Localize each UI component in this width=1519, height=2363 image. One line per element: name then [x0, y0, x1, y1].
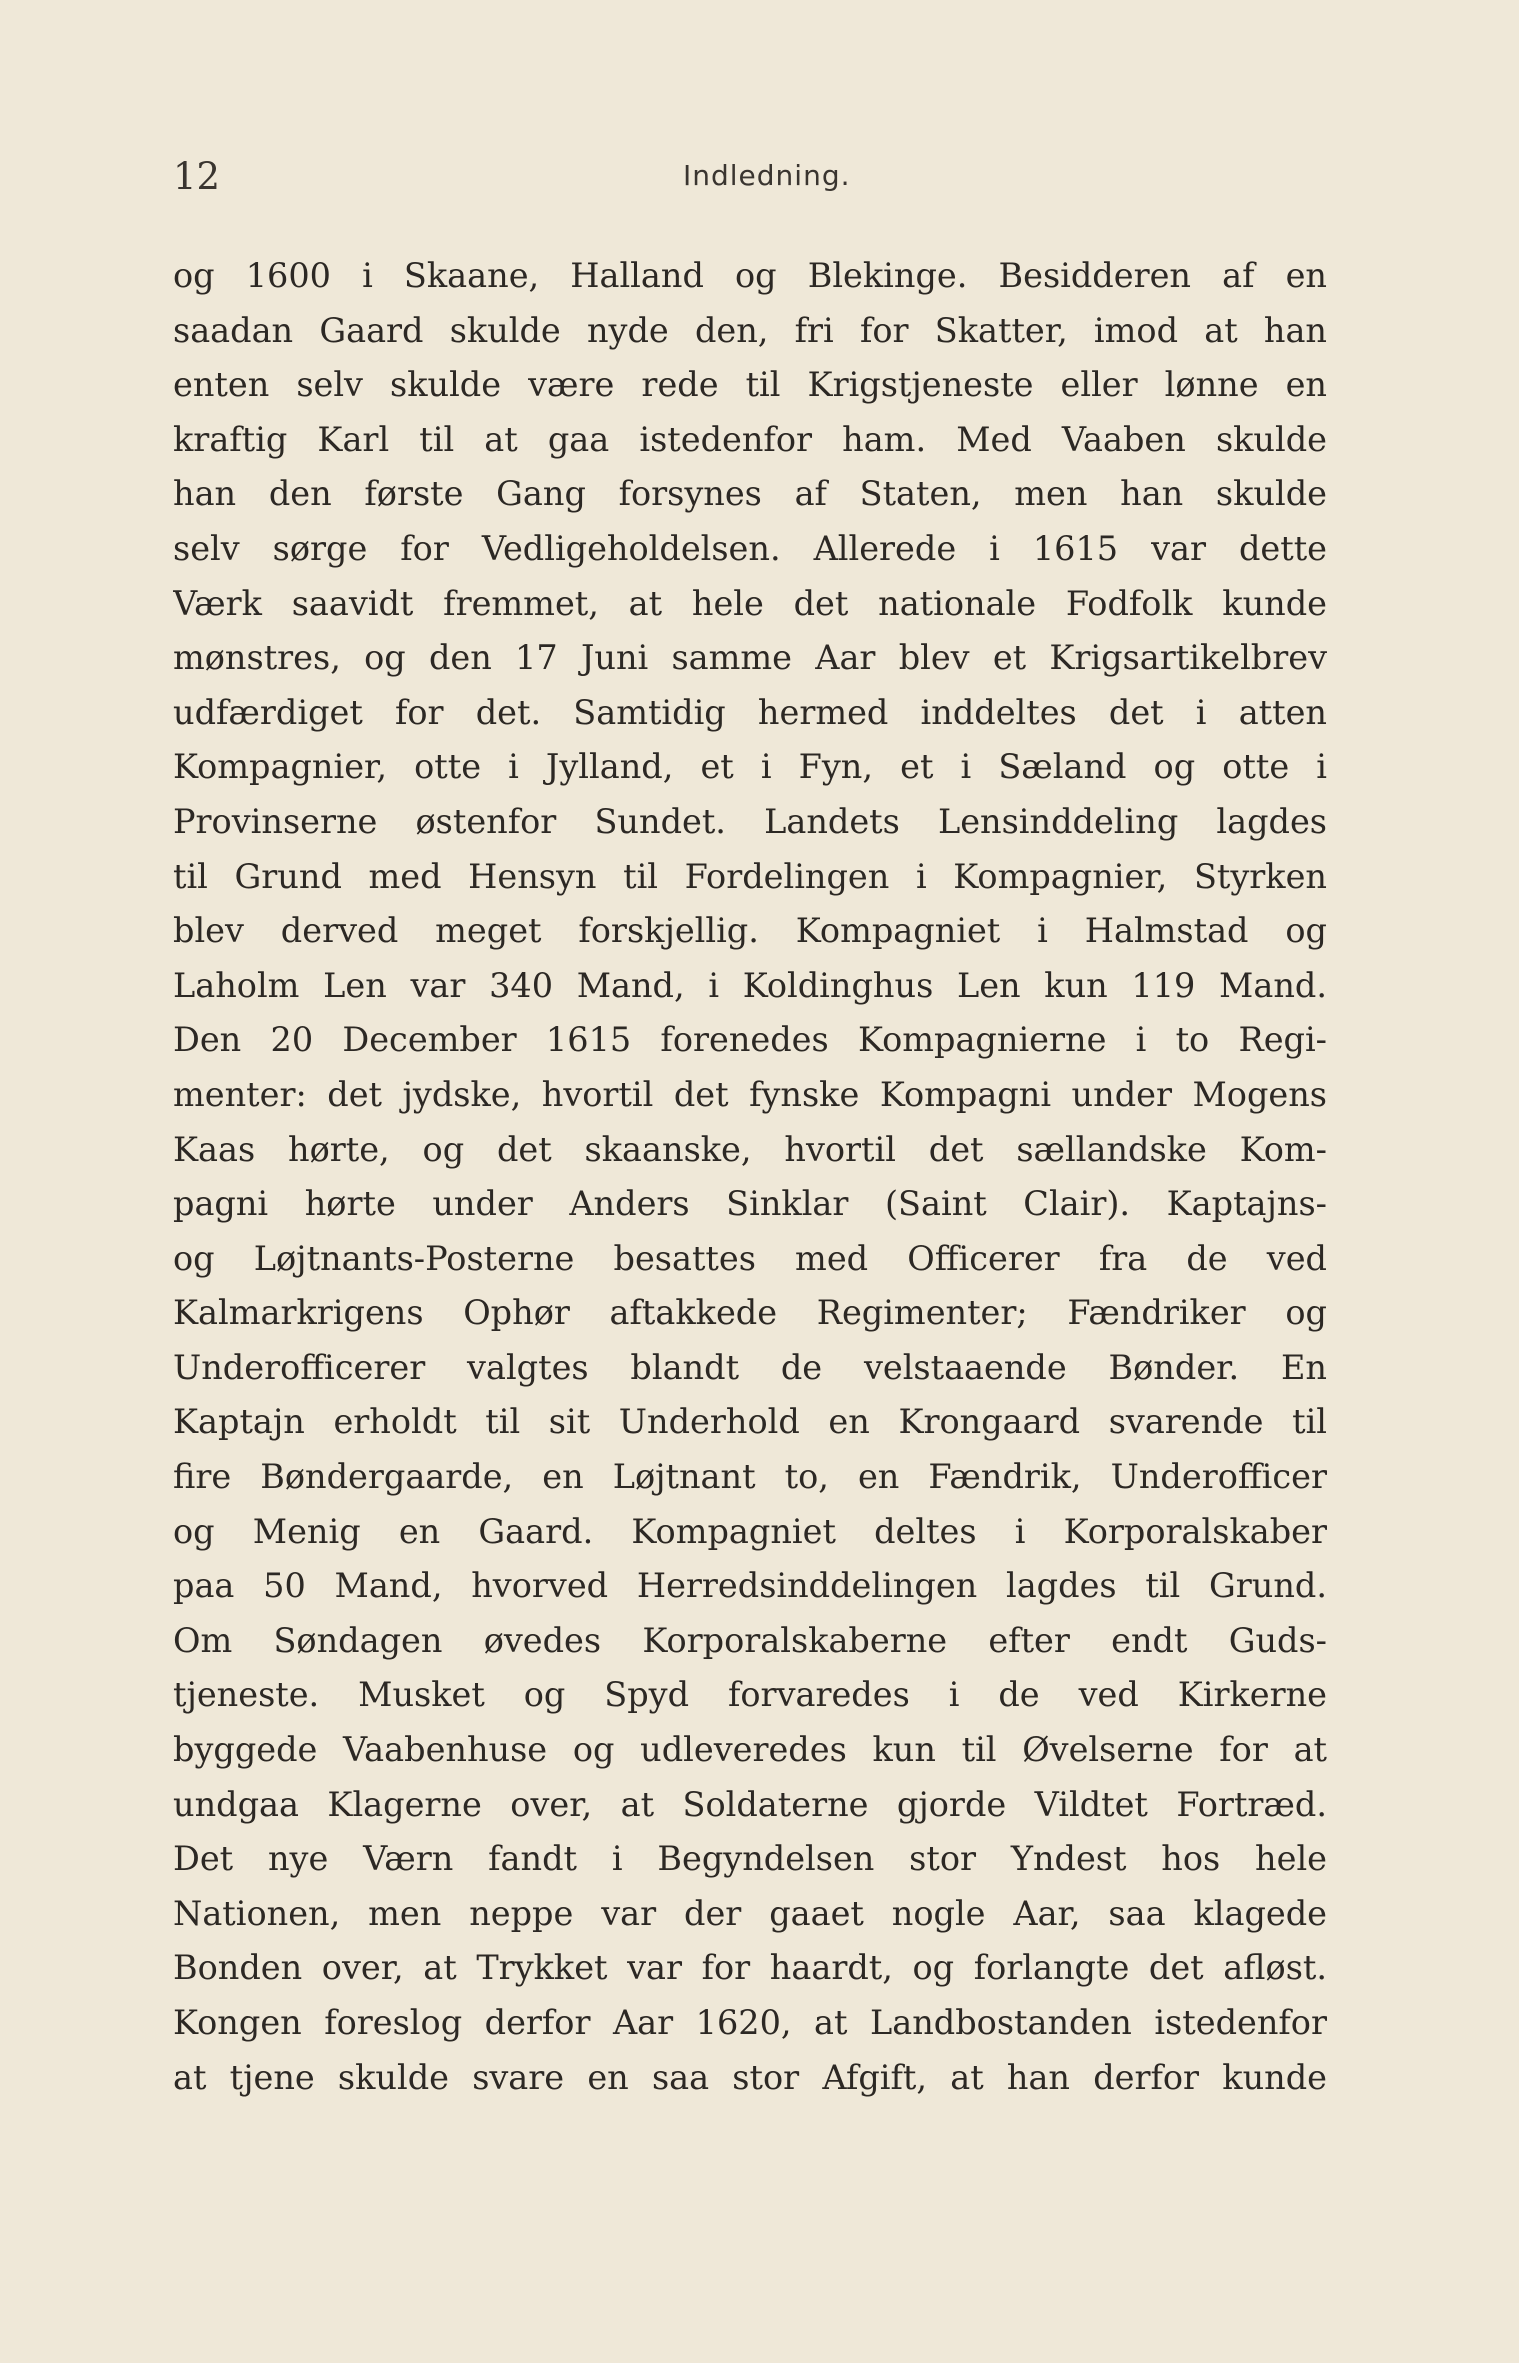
text-line: Kaas hørte, og det skaanske, hvortil det sællandske Kom-: [173, 1129, 1327, 1169]
text-line: Underofficerer valgtes blandt de velstaaende Bønder. En: [173, 1347, 1327, 1387]
text-line: og 1600 i Skaane, Halland og Blekinge. Besidderen af en: [173, 256, 1327, 295]
text-line: fire Bøndergaarde, en Løjtnant to, en Fændrik, Underofficer: [173, 1457, 1327, 1497]
text-line: pagni hørte under Anders Sinklar (Saint Clair). Kaptajns-: [173, 1184, 1327, 1224]
text-line: Om Søndagen øvedes Korporalskaberne efter endt Guds-: [173, 1620, 1327, 1660]
text-line: til Grund med Hensyn til Fordelingen i Kompagnier, Styrken: [173, 856, 1327, 896]
text-line: Bonden over, at Trykket var for haardt, og forlangte det afløst.: [173, 1948, 1327, 1988]
text-line: Værk saavidt fremmet, at hele det nationale Fodfolk kunde: [173, 583, 1327, 623]
text-line: byggede Vaabenhuse og udleveredes kun til Øvelserne for at: [173, 1730, 1327, 1770]
text-line: saadan Gaard skulde nyde den, fri for Skatter, imod at han: [173, 310, 1327, 350]
text-line: han den første Gang forsynes af Staten, men han skulde: [173, 474, 1327, 514]
text-line: tjeneste. Musket og Spyd forvaredes i de ved Kirkerne: [173, 1675, 1327, 1715]
text-line: Kompagnier, otte i Jylland, et i Fyn, et i Sæland og otte i: [173, 747, 1327, 787]
text-line: menter: det jydske, hvortil det fynske Kompagni under Mogens: [173, 1074, 1327, 1114]
text-line: undgaa Klagerne over, at Soldaterne gjorde Vildtet Fortræd.: [173, 1784, 1327, 1824]
page-header: [173, 155, 1343, 205]
text-line: og Løjtnants-Posterne besattes med Officerer fra de ved: [173, 1238, 1327, 1278]
text-line: Kaptajn erholdt til sit Underhold en Krongaard svarende til: [173, 1402, 1327, 1442]
text-line: blev derved meget forskjellig. Kompagniet i Halmstad og: [173, 911, 1327, 951]
text-line: Den 20 December 1615 forenedes Kompagnierne i to Regi-: [173, 1020, 1327, 1060]
text-line: Kongen foreslog derfor Aar 1620, at Landbostanden istedenfor: [173, 2003, 1327, 2042]
body-text: [173, 249, 1327, 2105]
text-line: og Menig en Gaard. Kompagniet deltes i Korporalskaber: [173, 1511, 1327, 1551]
text-line: mønstres, og den 17 Juni samme Aar blev et Krigsartikelbrev: [173, 638, 1327, 678]
page-number: 12: [173, 155, 221, 198]
text-line: paa 50 Mand, hvorved Herredsinddelingen lagdes til Grund.: [173, 1566, 1327, 1606]
text-line: enten selv skulde være rede til Krigstjeneste eller lønne en: [173, 365, 1327, 405]
text-line: Det nye Værn fandt i Begyndelsen stor Yndest hos hele: [173, 1839, 1327, 1879]
text-line: udfærdiget for det. Samtidig hermed inddeltes det i atten: [173, 692, 1327, 732]
running-head: Indledning.: [683, 159, 851, 192]
text-line: Kalmarkrigens Ophør aftakkede Regimenter; Fændriker og: [173, 1293, 1327, 1333]
text-line: at tjene skulde svare en saa stor Afgift, at han derfor kunde: [173, 2057, 1327, 2097]
text-line: Laholm Len var 340 Mand, i Koldinghus Len kun 119 Mand.: [173, 965, 1327, 1005]
text-line: Provinserne østenfor Sundet. Landets Lensinddeling lagdes: [173, 801, 1327, 841]
text-line: selv sørge for Vedligeholdelsen. Allerede i 1615 var dette: [173, 528, 1327, 568]
text-line: kraftig Karl til at gaa istedenfor ham. Med Vaaben skulde: [173, 419, 1327, 459]
text-line: Nationen, men neppe var der gaaet nogle Aar, saa klagede: [173, 1893, 1327, 1933]
